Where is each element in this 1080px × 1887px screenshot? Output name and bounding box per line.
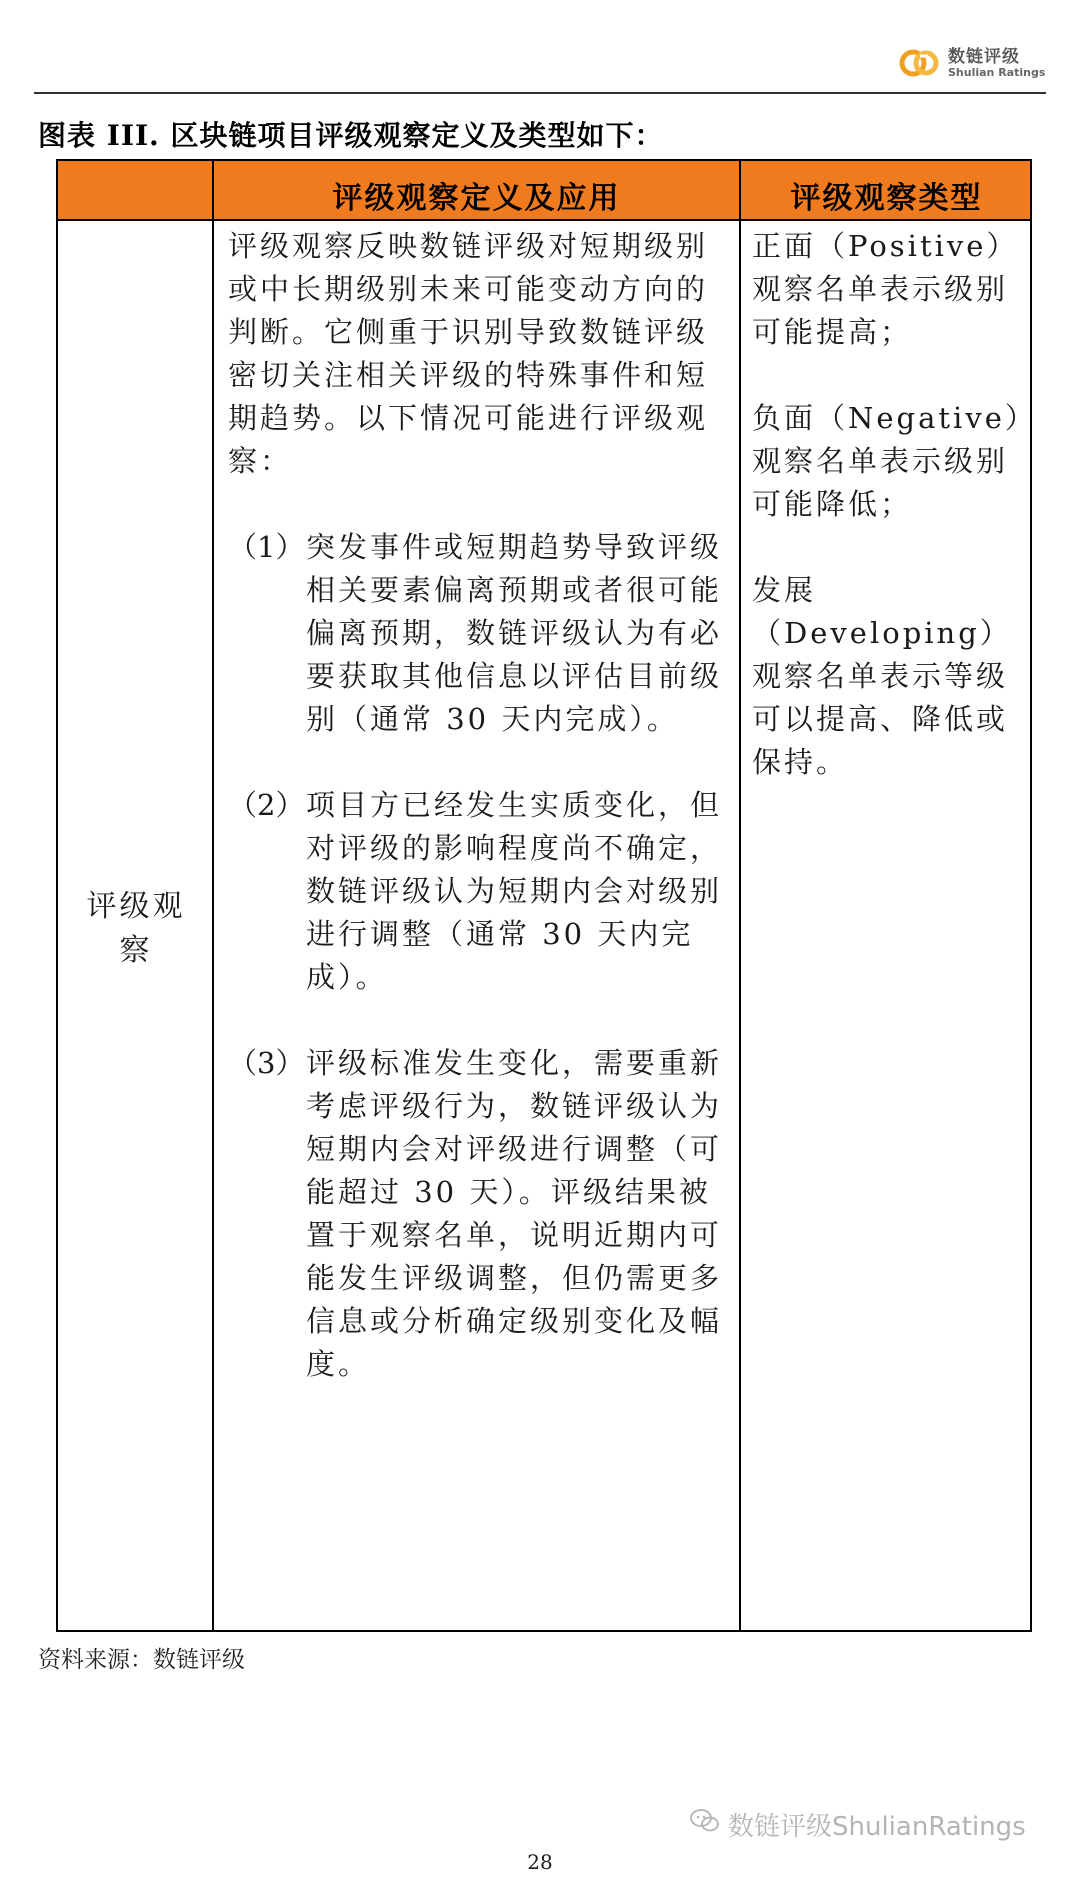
wechat-icon [690,1808,720,1834]
list-item [228,784,728,999]
column-divider [739,161,741,1630]
definition-intro: 评级观察反映数链评级对短期级别或中长期级别未来可能变动方向的判断。它侧重于识别导致数链评级密切关注相关评级的特殊事件和短期趋势。以下情况可能进行评级观察： [228,229,709,478]
column-divider [212,161,214,1630]
watermark-text: 数链评级ShulianRatings [728,1812,1026,1842]
logo-text-cn: 数链评级 [948,47,1020,67]
logo-text-en: Shulian Ratings [948,66,1046,79]
type-positive: 正面（Positive）观察名单表示级别可能提高； [752,229,1019,349]
list-item [228,1042,728,1386]
list-item-number: （3） [228,1046,305,1080]
rating-watch-table [56,159,1032,1632]
definition-cell [228,225,728,1386]
type-negative: 负面（Negative）观察名单表示级别可能降低； [752,401,1023,521]
list-item-number: （1） [228,530,305,564]
header-divider [34,92,1046,94]
type-developing: 发展（Developing）观察名单表示等级可以提高、降低或保持。 [752,573,1012,779]
list-item-text: 评级标准发生变化，需要重新考虑评级行为，数链评级认为短期内会对评级进行调整（可能超过 30 天）。评级结果被置于观察名单，说明近期内可能发生评级调整，但仍需更多信息或分析确定级别变化及幅度。 [306,1046,723,1381]
source-note: 资料来源：数链评级 [38,1647,245,1673]
row-label: 评级观察 [86,889,186,968]
list-item-number: （2） [228,788,305,822]
column-header-definition: 评级观察定义及应用 [332,181,621,216]
list-item [228,526,728,741]
page-number: 28 [527,1850,553,1874]
list-item-text: 突发事件或短期趋势导致评级相关要素偏离预期或者很可能偏离预期，数链评级认为有必要获取其他信息以评估目前级别（通常 30 天内完成）。 [306,530,723,736]
brand-logo [898,40,1048,88]
column-header-type: 评级观察类型 [790,181,983,216]
list-item-text: 项目方已经发生实质变化，但对评级的影响程度尚不确定，数链评级认为短期内会对级别进行调整（通常 30 天内完成）。 [306,788,723,994]
figure-title: 图表 III. 区块链项目评级观察定义及类型如下： [38,119,664,152]
shulian-logo-icon [898,42,940,84]
type-cell [752,225,1024,827]
